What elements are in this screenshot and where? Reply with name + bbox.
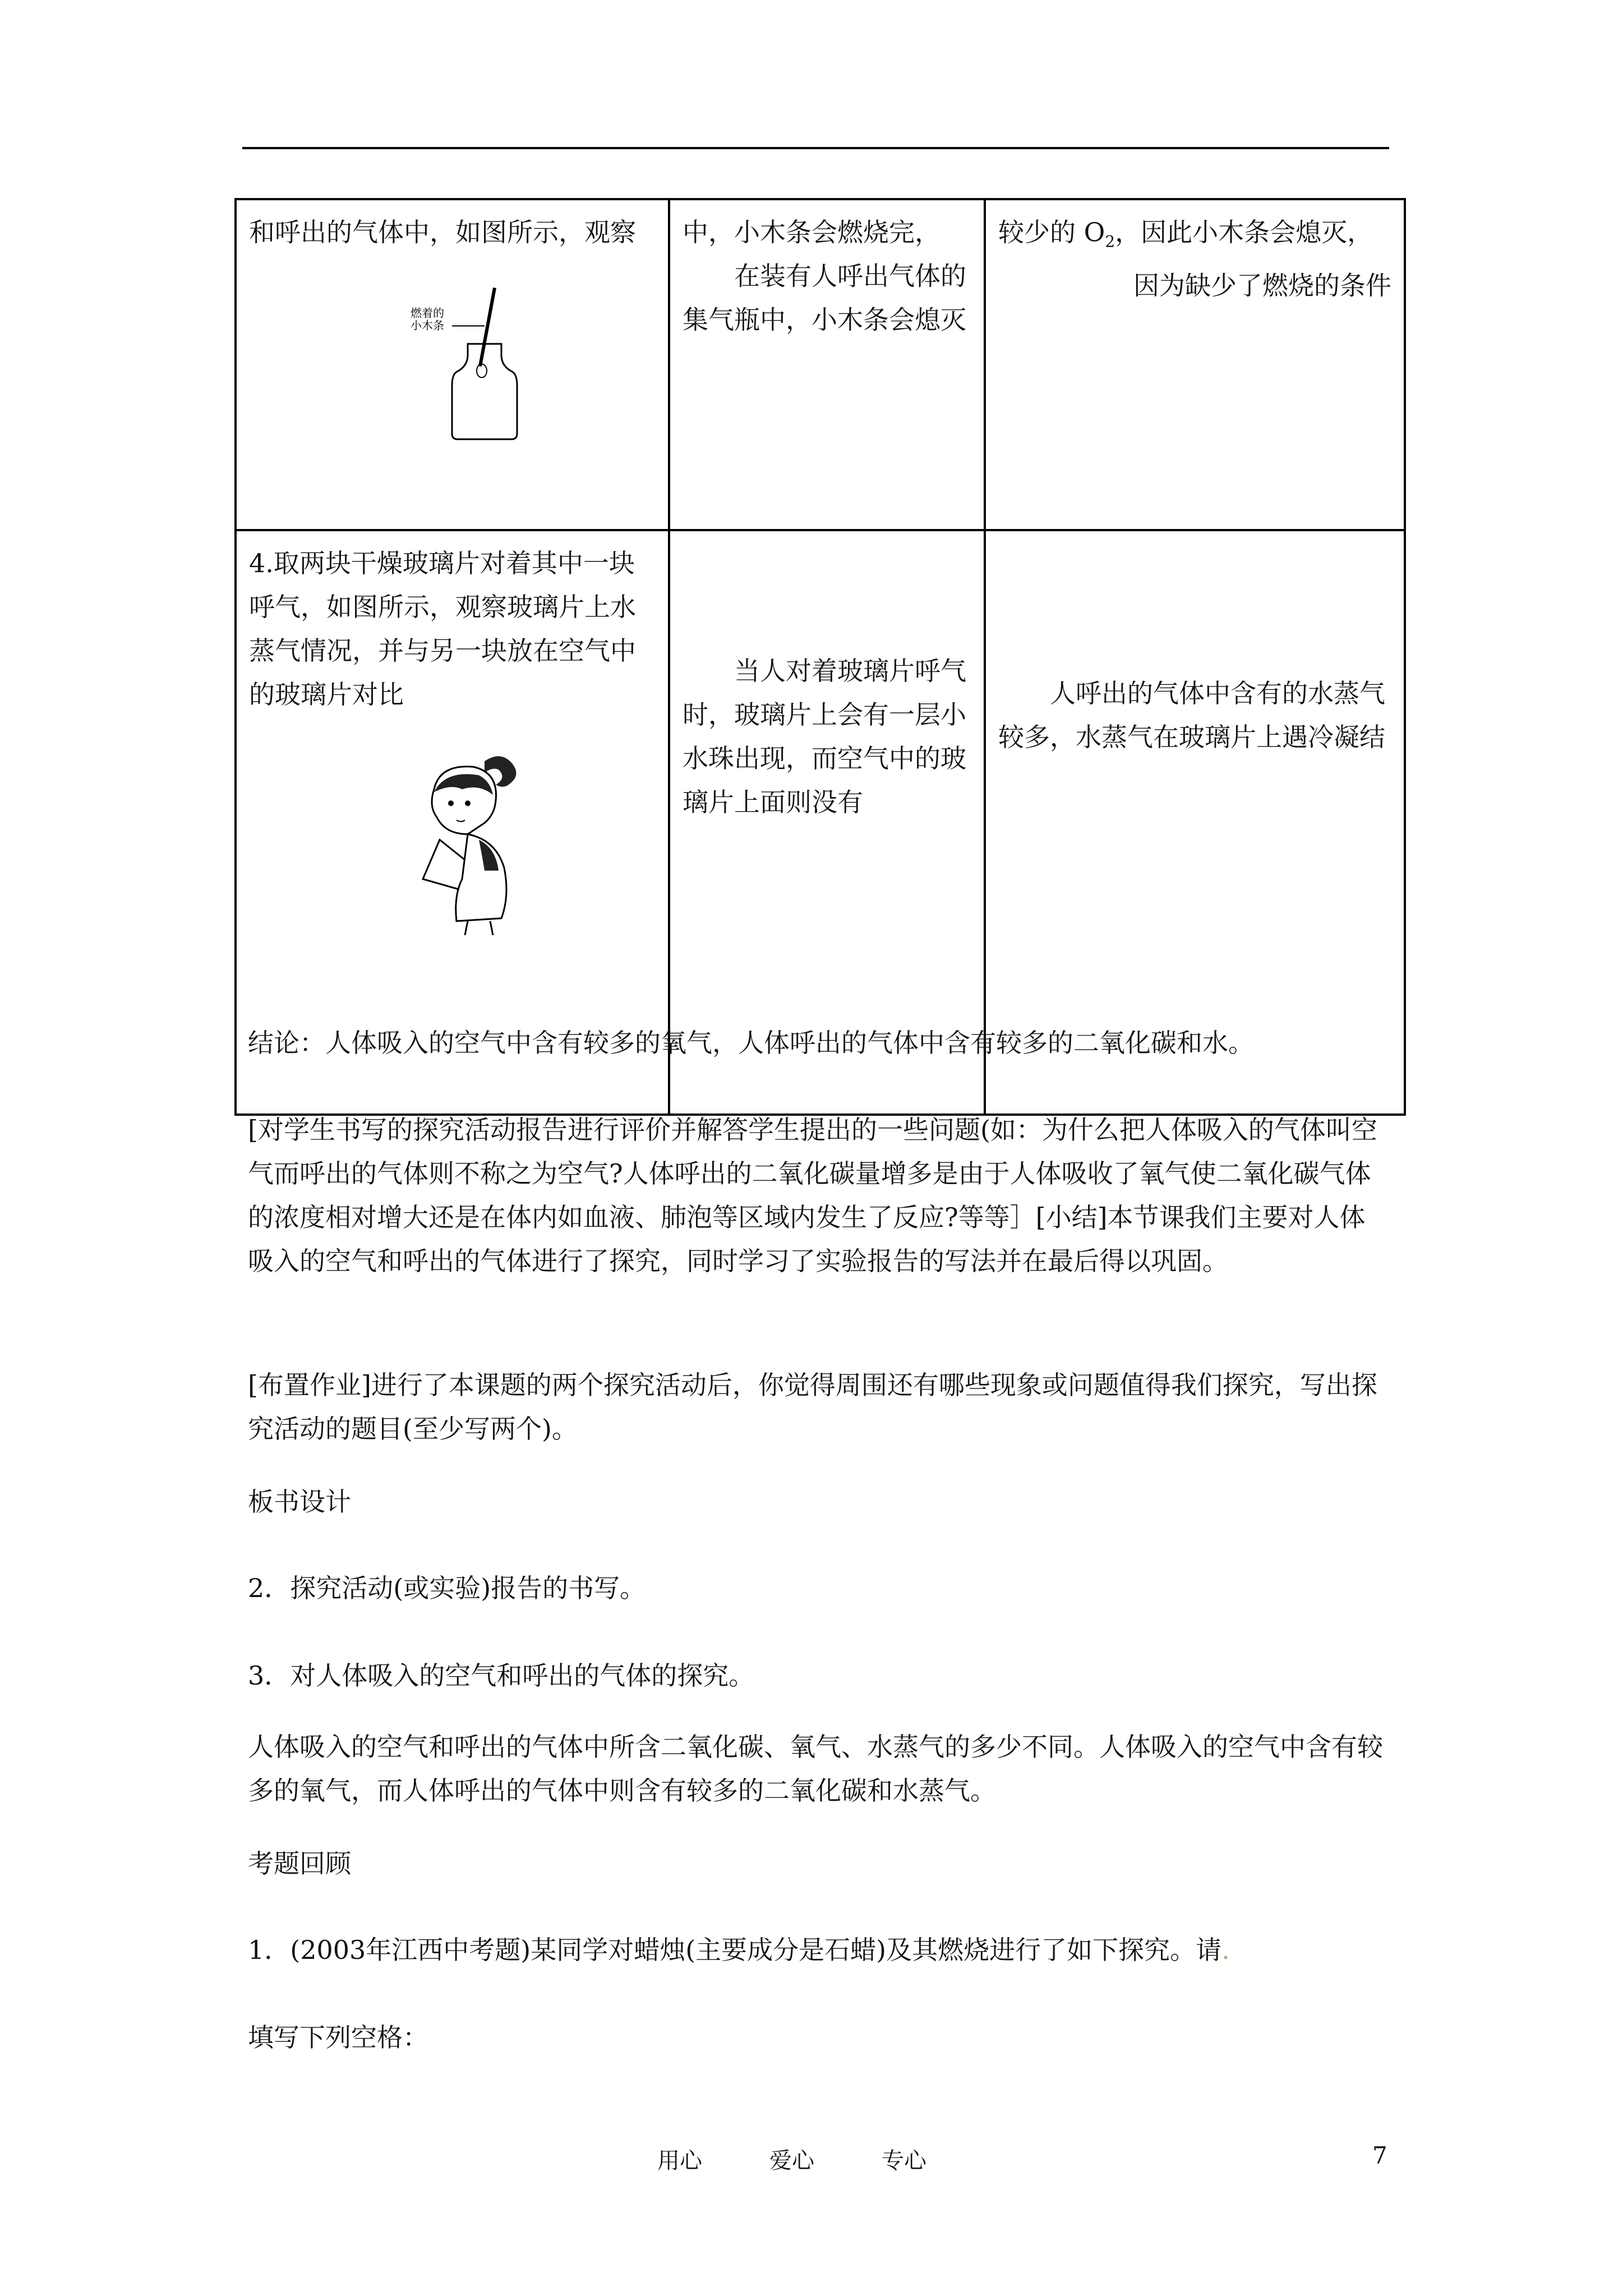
review-heading: 考题回顾 xyxy=(248,1848,351,1879)
homework-paragraph: [布置作业]进行了本课题的两个探究活动后，你觉得周围还有哪些现象或问题值得我们探究，写出探究活动的题目(至少写两个)。 xyxy=(248,1370,1377,1444)
explanation-line-b: 因为缺少了燃烧的条件 xyxy=(1133,270,1391,301)
summary-paragraph: 人体吸入的空气和呼出的气体中所含二氧化碳、氧气、水蒸气的多少不同。人体吸入的空气中含有较多的氧气，而人体呼出的气体中则含有较多的二氧化碳和水蒸气。 xyxy=(248,1732,1383,1806)
table-cell-phenomenon xyxy=(669,199,985,530)
conclusion-paragraph: 结论：人体吸入的空气中含有较多的氧气，人体呼出的气体中含有较多的二氧化碳和水。 xyxy=(248,1028,1254,1058)
phenomenon-text-b: 在装有人呼出气体的集气瓶中，小木条会熄灭 xyxy=(683,261,966,335)
table-cell-explanation xyxy=(985,199,1405,530)
page-number: 7 xyxy=(1372,2142,1387,2169)
experiment-table xyxy=(234,198,1406,1116)
girl-breathing-figure xyxy=(400,750,529,935)
explanation-line-a: 较少的 $O_2$，因此小木条会熄灭， xyxy=(998,217,1373,251)
svg-text:小木条: 小木条 xyxy=(411,319,444,332)
bottle-figure xyxy=(400,282,585,450)
board-item-2: 2．探究活动(或实验)报告的书写。 xyxy=(248,1573,646,1603)
table-cell-procedure xyxy=(236,199,669,530)
phenomenon-text: 当人对着玻璃片呼气时，玻璃片上会有一层小水珠出现，而空气中的玻璃片上面则没有 xyxy=(683,656,966,817)
header-rule xyxy=(242,147,1389,149)
board-item-3: 3．对人体吸入的空气和呼出的气体的探究。 xyxy=(248,1660,755,1691)
evaluation-paragraph: [对学生书写的探究活动报告进行评价并解答学生提出的一些问题(如：为什么把人体吸入的气体叫空气而呼出的气体则不称之为空气?人体呼出的二氧化碳量增多是由于人体吸收了氧气使二氧化碳气体的浓度相对增大还是在体内如血液、肺泡等区域内发生了反应?等等］[小结]本节课我们主要对人体吸入的空气和呼出的气体进行了探究，同时学习了实验报告的写法并在最后得以巩固。 xyxy=(248,1115,1377,1276)
procedure-text: 和呼出的气体中，如图所示，观察 xyxy=(249,217,636,247)
phenomenon-text-a: 中，小木条会燃烧完， xyxy=(683,217,940,247)
footer-text-a: 用心 xyxy=(657,2148,702,2174)
procedure-text: 4.取两块干燥玻璃片对着其中一块呼气，如图所示，观察玻璃片上水蒸气情况，并与另一块放在空气中的玻璃片对比 xyxy=(249,548,636,710)
fill-instruction: 填写下列空格： xyxy=(248,2022,428,2053)
footer-text-b: 爱心 xyxy=(769,2148,814,2174)
footer-text-c: 专心 xyxy=(882,2148,926,2174)
question-1: 1．(2003年江西中考题)某同学对蜡烛(主要成分是石蜡)及其燃烧进行了如下探究。请. xyxy=(248,1935,1230,1965)
explanation-text: 人呼出的气体中含有的水蒸气较多，水蒸气在玻璃片上遇冷凝结 xyxy=(998,678,1385,752)
table-row xyxy=(236,199,1405,530)
board-heading: 板书设计 xyxy=(248,1487,351,1517)
figure-label: 燃着的 xyxy=(411,306,444,320)
